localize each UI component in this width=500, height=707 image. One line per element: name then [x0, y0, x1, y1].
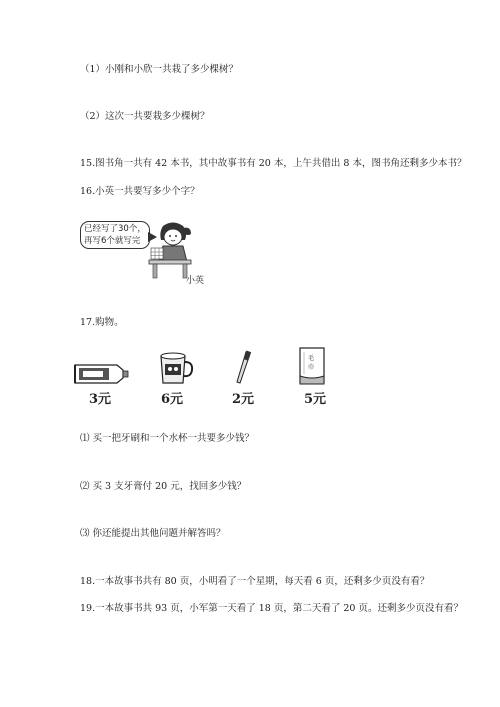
price-toothpaste: 3元 [89, 392, 112, 407]
price-cup: 6元 [161, 392, 184, 407]
question-sub-2: （2）这次一共要栽多少棵树？ [80, 111, 210, 122]
toothbrush-icon [234, 350, 254, 386]
question-18: 18.一本故事书共有 80 页，小明看了一个星期，每天看 6 页，还剩多少页没有看？ [80, 576, 430, 587]
question-17-1: ⑴ 买一把牙刷和一个水杯一共要多少钱？ [80, 433, 255, 444]
price-towel: 5元 [304, 392, 327, 407]
towel-label-1: 毛 [308, 355, 315, 362]
question-sub-1: （1）小刚和小欣一共栽了多少棵树？ [80, 64, 239, 75]
towel-label-2: 巾 [308, 364, 315, 371]
bubble-line-1: 已经写了30个， [84, 224, 146, 234]
bubble-line-2: 再写6个就写完 [84, 236, 141, 246]
question-15: 15.图书角一共有 42 本书，其中故事书有 20 本，上午共借出 8 本，图书角还剩多少本书？ [80, 158, 467, 169]
question-17: 17.购物。 [80, 317, 124, 328]
girl-name-label: 小英 [186, 276, 205, 286]
question-16: 16.小英一共要写多少个字？ [80, 186, 200, 197]
speech-bubble [80, 221, 150, 249]
cup-icon [157, 350, 195, 386]
question-19: 19.一本故事书共 93 页，小军第一天看了 18 页，第二天看了 20 页。还剩多少页没有看？ [80, 603, 463, 614]
question-17-2: ⑵ 买 3 支牙膏付 20 元，找回多少钱？ [80, 481, 247, 492]
towel-icon [297, 346, 331, 386]
toothpaste-icon [73, 362, 129, 386]
question-17-3: ⑶ 你还能提出其他问题并解答吗？ [80, 528, 226, 539]
price-toothbrush: 2元 [232, 392, 255, 407]
